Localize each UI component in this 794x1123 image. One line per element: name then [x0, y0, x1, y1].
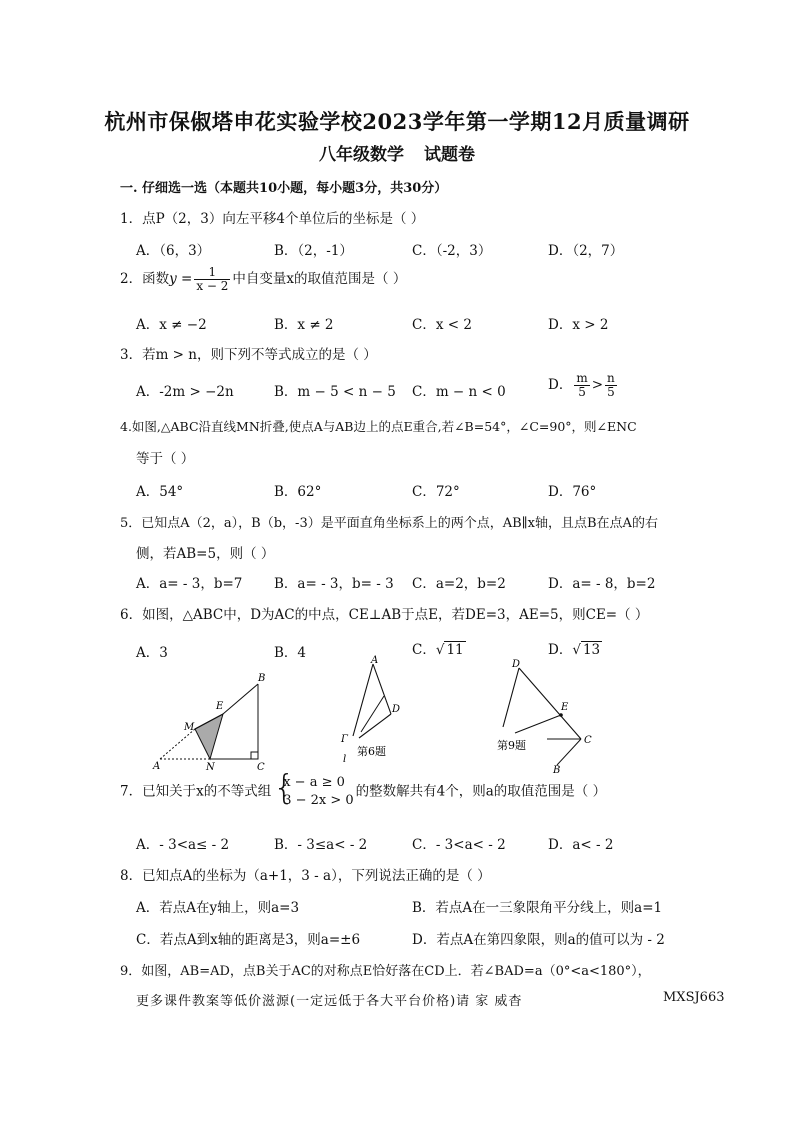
- question-3-fraction-n: [605, 372, 617, 399]
- figure-q6-side-cb: [359, 714, 391, 738]
- question-4-line-2: 等于（ ）: [136, 451, 195, 467]
- figure-q9-side-da: [503, 668, 519, 727]
- figure-q9-label-e: E: [561, 702, 569, 713]
- question-2-option-b: B．x ≠ 2: [274, 317, 334, 333]
- question-3-option-d-label: D．: [548, 377, 573, 393]
- question-3-option-c: C．m − n < 0: [412, 384, 506, 400]
- fraction-m-denominator: 5: [578, 385, 586, 399]
- fraction-n-denominator: 5: [607, 385, 615, 399]
- question-3-stem: 3．若m > n，则下列不等式成立的是（ ）: [120, 347, 377, 363]
- question-2-post: 中自变量x的取值范围是（ ）: [232, 271, 407, 287]
- figure-q4-dashed-ma: [160, 729, 195, 759]
- question-2-pre: 2．函数: [120, 271, 170, 287]
- question-7-option-b: B．- 3≤a< - 2: [274, 837, 368, 853]
- figure-q4-side-be: [223, 684, 258, 714]
- question-1-option-d: D．（2，7）: [548, 243, 624, 259]
- figure-q4-shaded-triangle: [195, 714, 223, 759]
- question-6-option-b: B．4: [274, 645, 307, 661]
- question-3-operator: >: [591, 377, 604, 393]
- inequality-system: [273, 768, 354, 810]
- figure-q9: [485, 655, 605, 775]
- figure-q9-segment-ea: [515, 715, 561, 733]
- figure-q6-caption: 第6题: [357, 745, 386, 758]
- figure-q4-right-angle: [251, 752, 258, 759]
- question-7-stem: [120, 768, 607, 810]
- question-6-stem: 6．如图，△ABC中，D为AC的中点，CE⊥AB于点E，若DE=3，AE=5，则CE=（ ）: [120, 607, 649, 623]
- section-heading: 一. 仔细选一选（本题共10小题，每小题3分，共30分）: [120, 181, 448, 196]
- figure-q6-label-c: l: [343, 754, 347, 762]
- question-7-option-a: A．- 3<a≤ - 2: [136, 837, 230, 853]
- sqrt-11: √ 11: [435, 642, 464, 658]
- figure-q4-label-c: C: [257, 762, 265, 772]
- inequality-1: x − a ≥ 0: [283, 775, 345, 790]
- question-9-stem: 9．如图，AB=AD，点B关于AC的对称点E恰好落在CD上．若∠BAD=a（0°<a<180°），: [120, 964, 651, 979]
- figure-q9-side-dc: [519, 668, 581, 739]
- question-5-option-c: C．a=2，b=2: [412, 576, 506, 592]
- question-8-option-c: C．若点A到x轴的距离是3，则a=±6: [136, 932, 361, 948]
- question-1-option-c: C．（-2，3）: [412, 243, 492, 259]
- figure-q4: [150, 672, 275, 772]
- question-2-option-c: C．x < 2: [412, 317, 472, 333]
- figure-q4-label-m: M: [184, 722, 195, 733]
- question-4-option-a: A．54°: [136, 484, 184, 500]
- question-2-stem: [120, 266, 406, 293]
- inequality-brace: {: [273, 768, 295, 808]
- question-5-option-b: B．a= - 3，b= - 3: [274, 576, 394, 592]
- figure-q9-point-e: [559, 713, 563, 717]
- inequality-2: 3 − 2x > 0: [283, 793, 354, 808]
- question-3-option-a: A．-2m > −2n: [136, 384, 234, 400]
- question-7-option-c: C．- 3<a< - 2: [412, 837, 506, 853]
- question-3-option-d: [548, 372, 619, 399]
- sqrt-13: √ 13: [572, 642, 601, 658]
- figure-q6-label-e: Γ: [341, 734, 348, 745]
- question-4-line-1: 4.如图,△ABC沿直线MN折叠,使点A与AB边上的点E重合,若∠B=54°，∠C=90°，则∠ENC: [120, 419, 637, 434]
- page-title: 杭州市保俶塔申花实验学校2023学年第一学期12月质量调研: [104, 109, 690, 134]
- figure-q6: [335, 652, 410, 762]
- footer-promo-text: 更多课件教案等低价滋源(一定远低于各大平台价格)请 家 威杳: [136, 994, 523, 1009]
- question-6-option-c: [412, 638, 466, 658]
- figure-q6-side-ac: [373, 664, 391, 714]
- question-8-option-a: A．若点A在y轴上，则a=3: [136, 900, 300, 916]
- question-2-option-d: D．x > 2: [548, 317, 609, 333]
- question-7-pre: 7．已知关于x的不等式组: [120, 783, 272, 800]
- question-6-option-a: A．3: [136, 645, 168, 661]
- question-2-function-y: y =: [169, 271, 193, 287]
- question-2-numerator: 1: [194, 266, 230, 280]
- figure-q9-label-c: C: [584, 735, 592, 746]
- question-8-stem: 8．已知点A的坐标为（a+1，3 - a），下列说法正确的是（ ）: [120, 868, 491, 884]
- figure-q6-label-d: D: [392, 704, 401, 715]
- question-5-option-d: D．a= - 8，b=2: [548, 576, 656, 592]
- figure-q4-label-b: B: [258, 673, 266, 684]
- question-2-fraction: [194, 266, 230, 293]
- question-3-fraction-m: [574, 372, 589, 399]
- figure-q6-side-ab: [353, 664, 373, 736]
- question-1-stem: 1．点P（2，3）向左平移4个单位后的坐标是（ ）: [120, 211, 425, 227]
- question-2-denominator: x − 2: [196, 279, 229, 293]
- question-8-option-b: B．若点A在一三象限角平分线上，则a=1: [412, 900, 663, 916]
- question-4-option-d: D．76°: [548, 484, 597, 500]
- figure-q9-segment-cb: [557, 739, 581, 765]
- page-subtitle: 八年级数学 试题卷: [319, 145, 475, 165]
- question-2-option-a: A．x ≠ −2: [136, 317, 207, 333]
- figure-q4-label-n: N: [206, 762, 215, 772]
- question-4-option-b: B．62°: [274, 484, 322, 500]
- figure-q4-label-a: A: [153, 761, 161, 772]
- sqrt-11-radicand: 11: [446, 642, 464, 658]
- figure-q6-label-a: A: [371, 655, 379, 666]
- footer-code: MXSJ663: [663, 990, 725, 1005]
- question-6-option-d-label: D．: [548, 642, 573, 658]
- question-7-option-d: D．a< - 2: [548, 837, 614, 853]
- figure-q6-segment-de: [361, 696, 384, 732]
- sqrt-13-radicand: 13: [582, 642, 601, 658]
- fraction-n-numerator: n: [607, 371, 615, 385]
- figure-q9-label-d: D: [512, 659, 521, 670]
- question-8-option-d: D．若点A在第四象限，则a的值可以为 - 2: [412, 932, 665, 948]
- question-5-line-2: 侧，若AB=5，则（ ）: [136, 546, 275, 562]
- figure-q9-caption: 第9题: [497, 739, 526, 752]
- question-5-option-a: A．a= - 3，b=7: [136, 576, 243, 592]
- question-3-option-b: B．m − 5 < n − 5: [274, 384, 396, 400]
- figure-q4-label-e: E: [216, 701, 224, 712]
- question-4-option-c: C．72°: [412, 484, 460, 500]
- figure-q9-label-b: B: [553, 765, 561, 775]
- question-1-option-a: A．（6，3）: [136, 243, 211, 259]
- fraction-m-numerator: m: [576, 371, 588, 385]
- question-5-line-1: 5．已知点A（2，a），B（b，-3）是平面直角坐标系上的两个点，AB∥x轴，且点B在点A的右: [120, 516, 658, 531]
- question-1-option-b: B．（2，-1）: [274, 243, 353, 259]
- question-7-post: 的整数解共有4个，则a的取值范围是（ ）: [355, 783, 607, 800]
- question-6-option-c-label: C．: [412, 642, 436, 658]
